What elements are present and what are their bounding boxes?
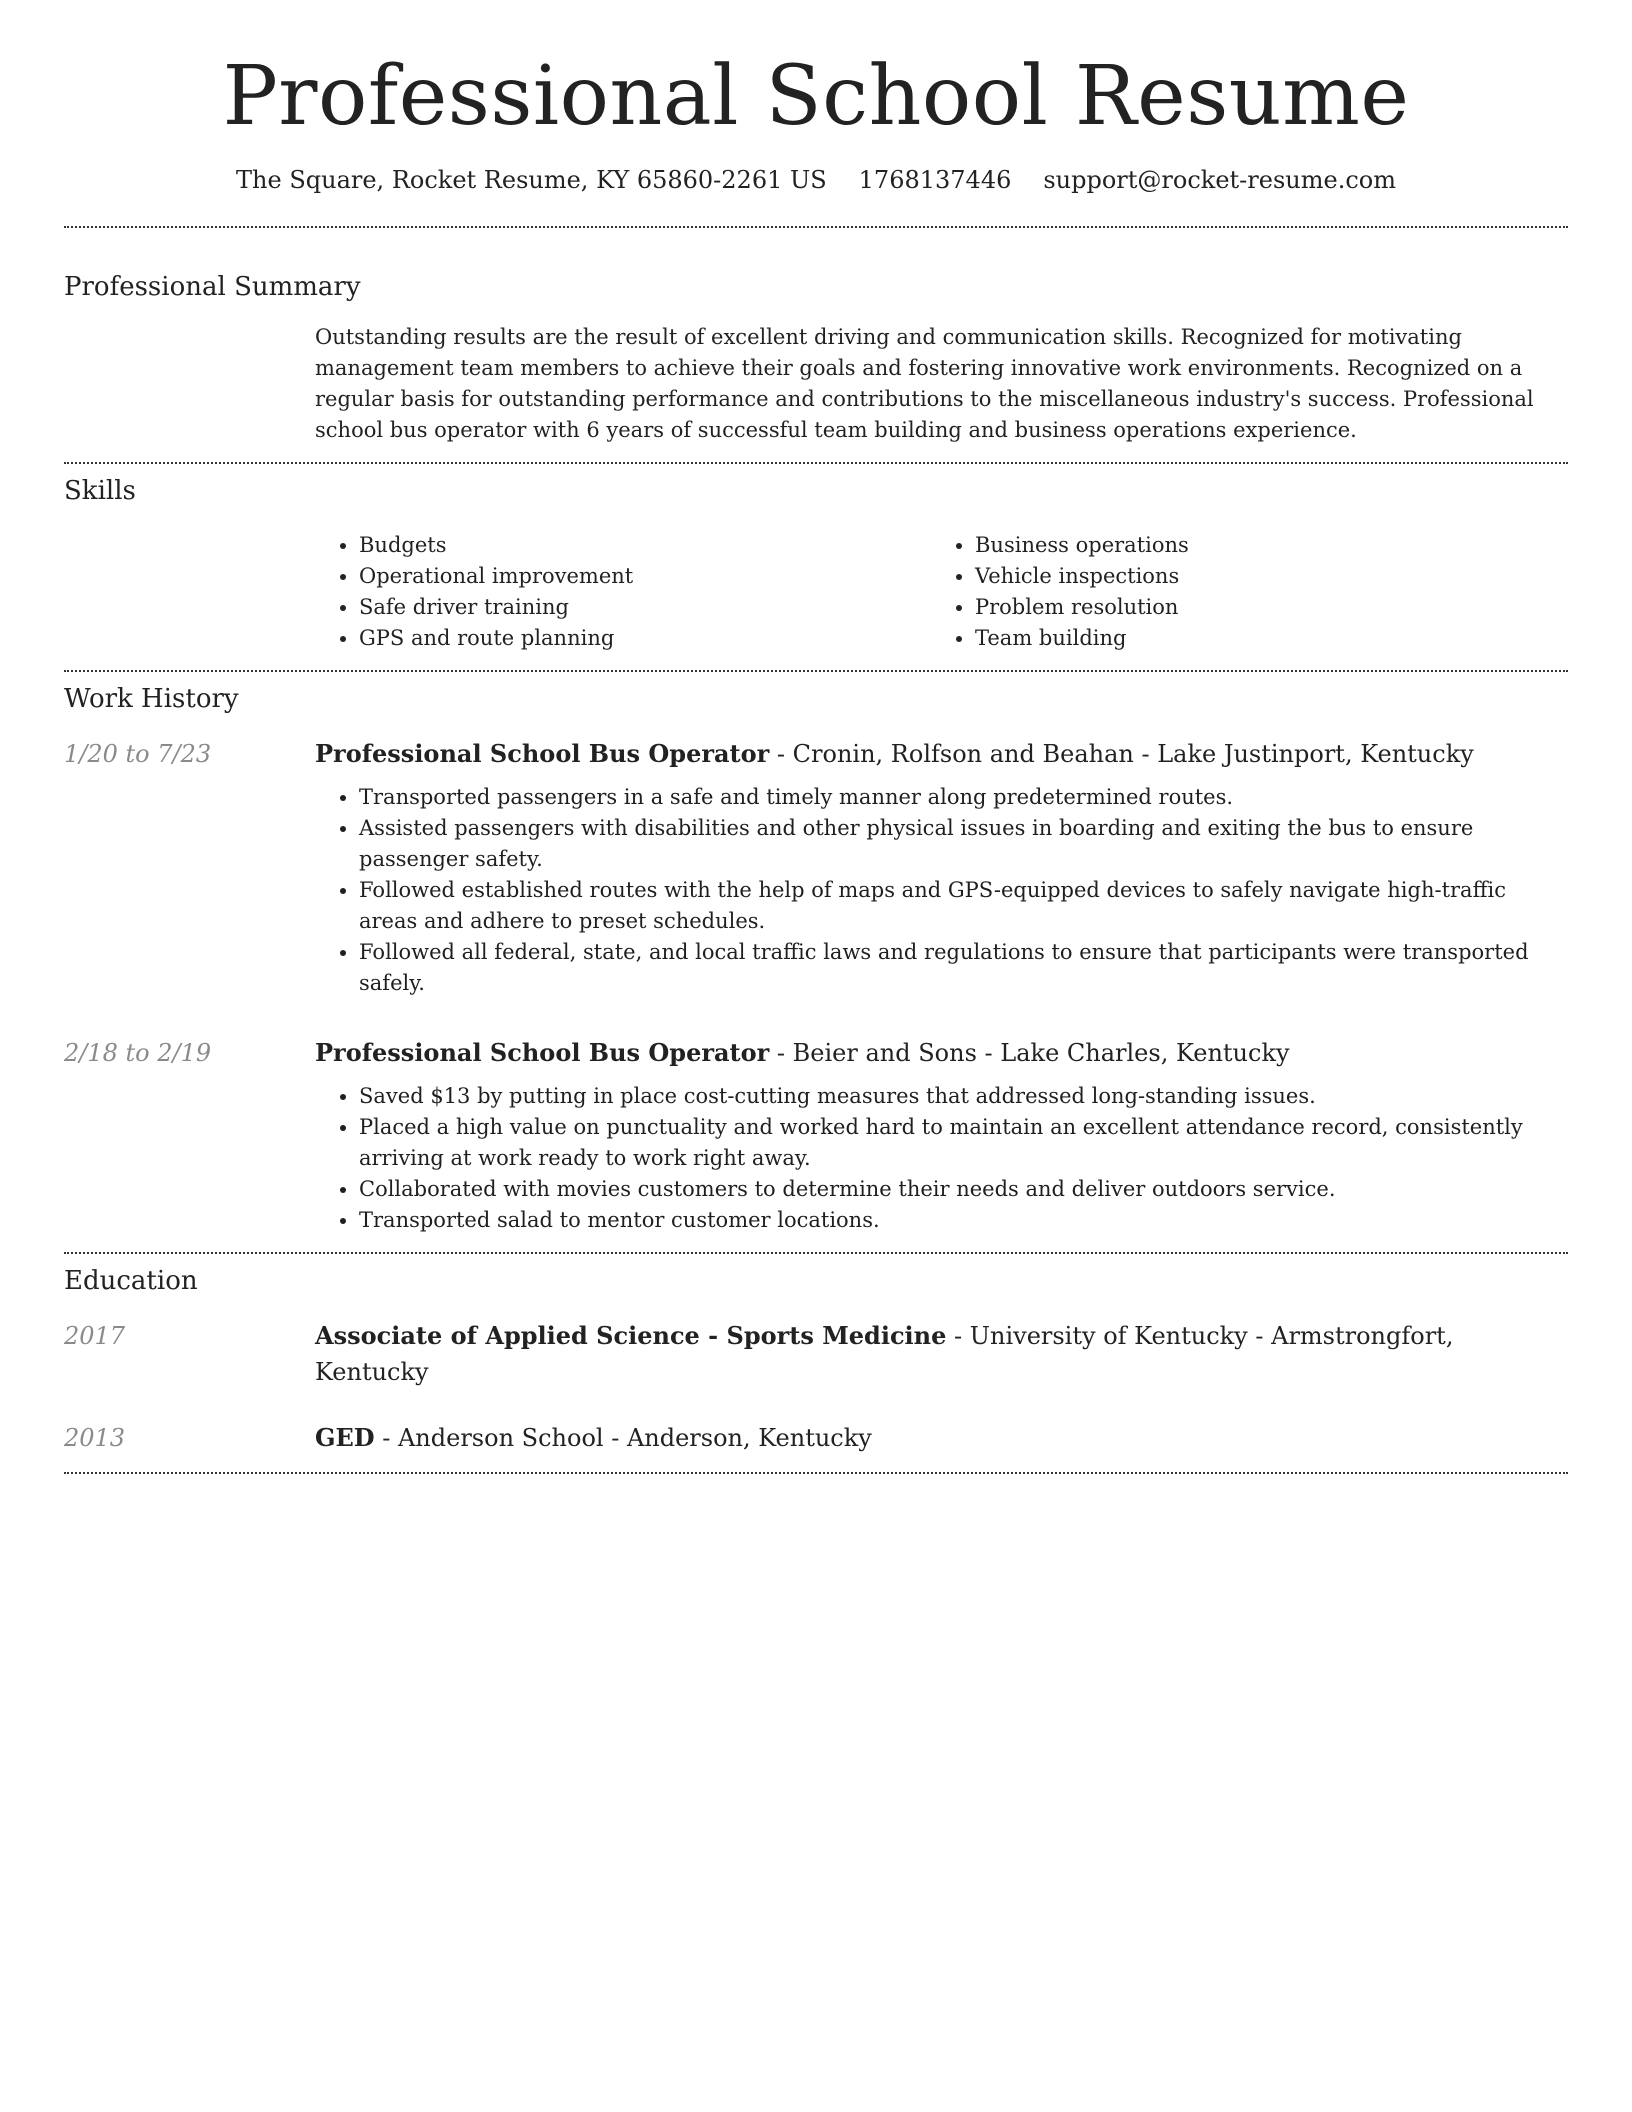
job-company: - Cronin, Rolfson and Beahan - Lake Justinport, Kentucky	[769, 740, 1474, 769]
job-bullet: • Saved $13 by putting in place cost-cutting measures that addressed long-standing issues.	[359, 1081, 1568, 1112]
job-bullet: • Transported passengers in a safe and timely manner along predetermined routes.	[359, 782, 1568, 813]
summary-section	[64, 228, 1568, 462]
education-school: - University of Kentucky - Armstrongfort, Kentucky	[315, 1322, 1454, 1387]
education-entry	[64, 1318, 1568, 1390]
job-details	[315, 1035, 1568, 1236]
job-heading	[315, 1035, 1568, 1071]
education-degree: Associate of Applied Science - Sports Medicine	[315, 1321, 947, 1351]
job-title: Professional School Bus Operator	[315, 739, 770, 769]
education-entry	[64, 1420, 1568, 1472]
work-history-heading: Work History	[64, 684, 239, 715]
resume-header	[64, 0, 1568, 194]
skills-list-right	[931, 530, 1568, 654]
job-entry	[64, 736, 1568, 999]
education-heading-line	[315, 1318, 1568, 1390]
job-heading	[315, 736, 1568, 772]
skill-item: • Business operations	[975, 530, 1568, 561]
job-company: - Beier and Sons - Lake Charles, Kentucky	[769, 1039, 1290, 1068]
job-bullet: • Followed established routes with the help of maps and GPS-equipped devices to safely navigate high-traffic areas and adhere to preset schedules.	[359, 875, 1568, 937]
contact-phone: 1768137446	[858, 166, 1012, 195]
education-year: 2013	[64, 1424, 126, 1453]
job-dates: 1/20 to 7/23	[64, 740, 212, 769]
skill-item: • Vehicle inspections	[975, 561, 1568, 592]
job-bullet: • Assisted passengers with disabilities and other physical issues in boarding and exiting the bus to ensure passenger safety.	[359, 813, 1568, 875]
job-bullets	[315, 1081, 1568, 1236]
job-details	[315, 736, 1568, 999]
education-degree: GED	[315, 1423, 375, 1453]
education-school: - Anderson School - Anderson, Kentucky	[374, 1424, 872, 1453]
education-year: 2017	[64, 1322, 126, 1351]
section-divider	[64, 1472, 1568, 1474]
candidate-name: Professional School Resume	[222, 49, 1410, 144]
job-bullet: • Collaborated with movies customers to determine their needs and deliver outdoors service.	[359, 1174, 1568, 1205]
education-heading-line	[315, 1420, 1568, 1456]
job-bullet: • Followed all federal, state, and local traffic laws and regulations to ensure that participants were transported safely.	[359, 937, 1568, 999]
education-section	[64, 1254, 1568, 1472]
skills-section	[64, 464, 1568, 670]
skills-list-left	[315, 530, 931, 654]
education-details	[315, 1420, 1568, 1456]
contact-address: The Square, Rocket Resume, KY 65860-2261 US	[236, 166, 827, 195]
skill-item: • GPS and route planning	[359, 623, 931, 654]
job-bullet: • Transported salad to mentor customer locations.	[359, 1205, 1568, 1236]
job-entry	[64, 1035, 1568, 1252]
contact-email: support@rocket-resume.com	[1043, 166, 1396, 195]
job-dates: 2/18 to 2/19	[64, 1039, 212, 1068]
skill-item: • Problem resolution	[975, 592, 1568, 623]
summary-heading: Professional Summary	[64, 272, 361, 303]
skill-item: • Team building	[975, 623, 1568, 654]
skill-item: • Budgets	[359, 530, 931, 561]
work-history-section	[64, 672, 1568, 1252]
summary-text: Outstanding results are the result of excellent driving and communication skills. Recognized for motivating management team members to achieve their goals and fostering innovative work environments. Recognized on a regular basis for outstanding performance and contributions to the miscellaneous industry's success. Professional school bus operator with 6 years of successful team building and business operations experience.	[315, 325, 1534, 443]
skill-item: • Safe driver training	[359, 592, 931, 623]
skills-heading: Skills	[64, 476, 136, 507]
skill-item: • Operational improvement	[359, 561, 931, 592]
job-bullets	[315, 782, 1568, 999]
education-heading: Education	[64, 1266, 198, 1297]
contact-line	[64, 166, 1568, 194]
job-title: Professional School Bus Operator	[315, 1038, 770, 1068]
skills-grid	[315, 506, 1568, 670]
education-details	[315, 1318, 1568, 1390]
job-bullet: • Placed a high value on punctuality and worked hard to maintain an excellent attendance record, consistently arriving at work ready to work right away.	[359, 1112, 1568, 1174]
